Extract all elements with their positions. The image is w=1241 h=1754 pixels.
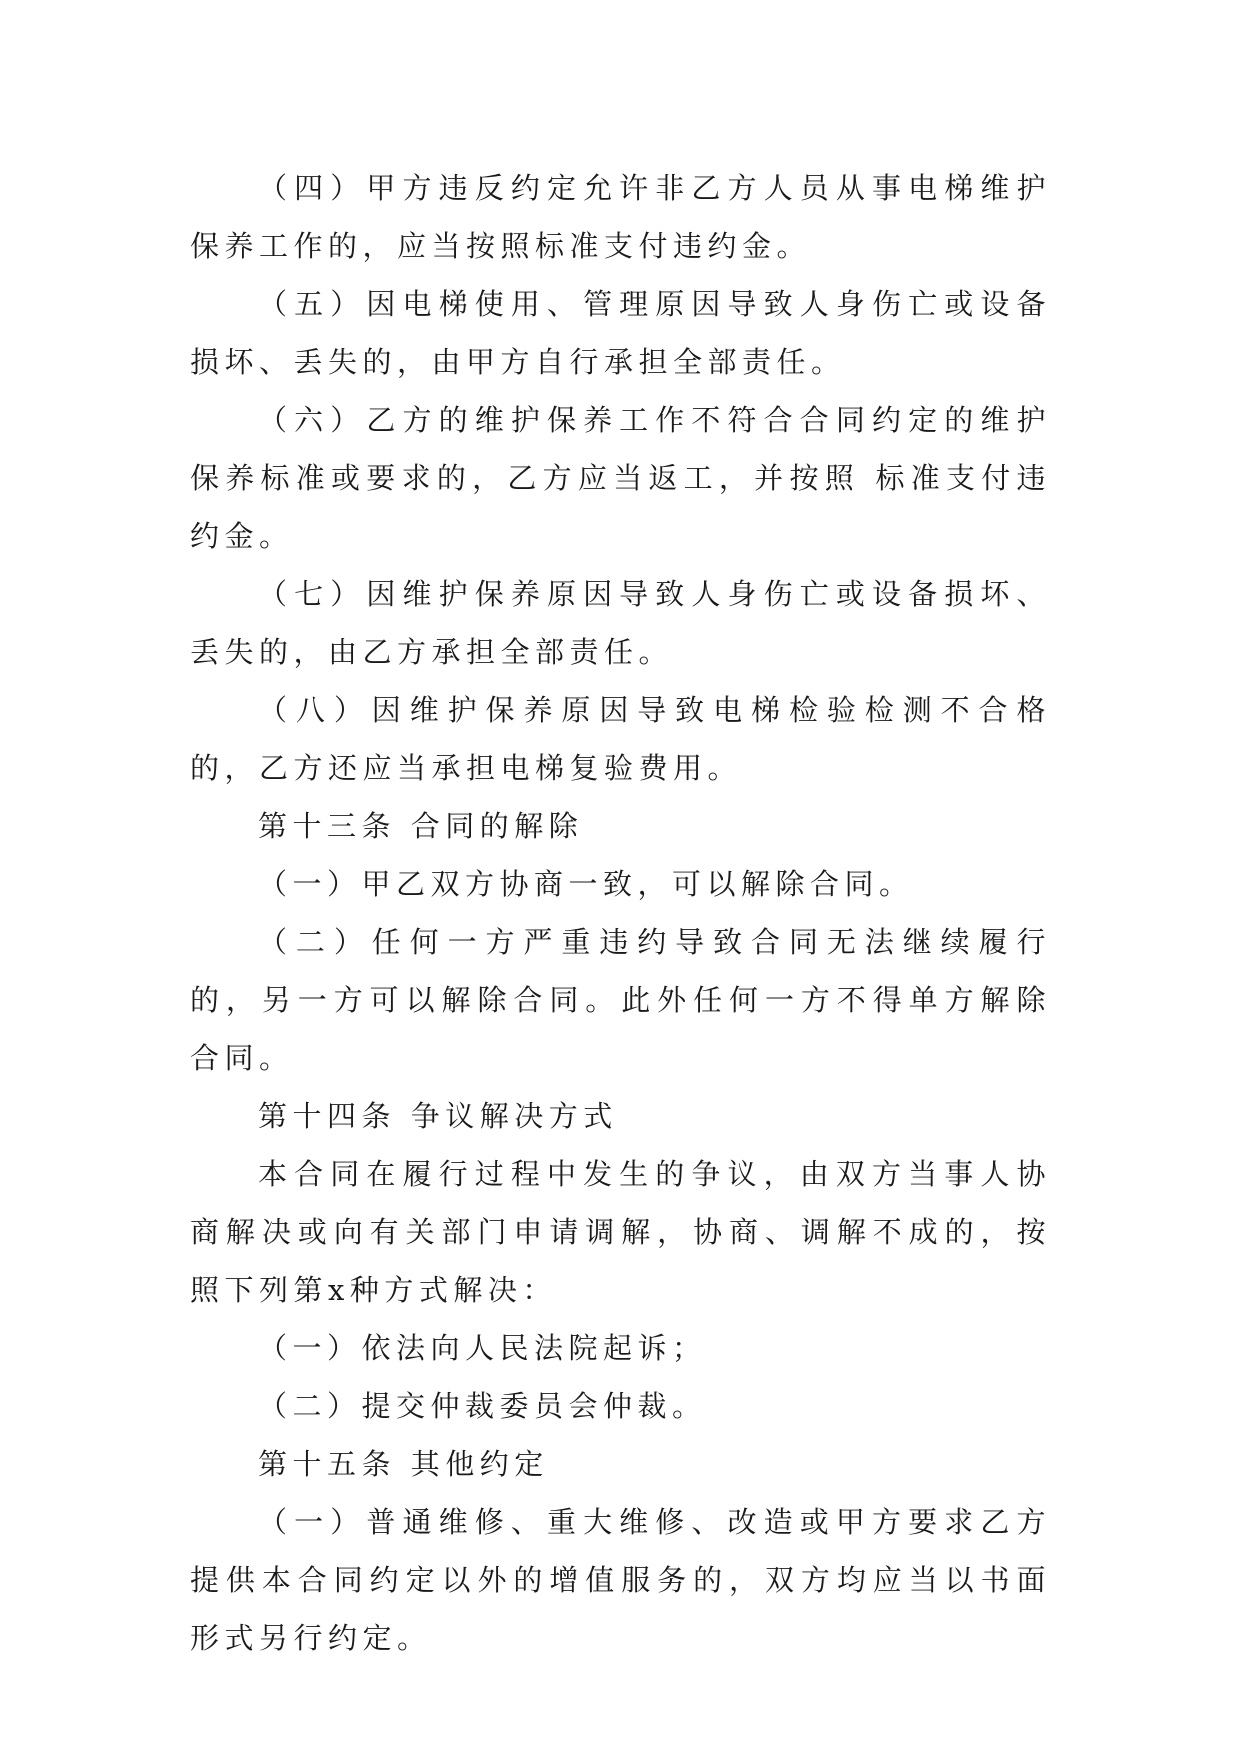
clause-8-paragraph: （八）因维护保养原因导致电梯检验检测不合格的，乙方还应当承担电梯复验费用。: [190, 693, 1051, 785]
article-13-heading: 第十三条 合同的解除: [258, 809, 584, 843]
article-13-item-1: （一）甲乙双方协商一致，可以解除合同。: [258, 867, 914, 901]
clause-7-paragraph: （七）因维护保养原因导致人身伤亡或设备损坏、丢失的，由乙方承担全部责任。: [190, 577, 1051, 669]
article-14-heading: 第十四条 争议解决方式: [258, 1099, 618, 1133]
clause-4-paragraph: （四）甲方违反约定允许非乙方人员从事电梯维护保养工作的，应当按照标准支付违约金。: [190, 171, 1051, 263]
article-14-item-2: （二）提交仲裁委员会仲裁。: [258, 1389, 707, 1423]
clause-5-paragraph: （五）因电梯使用、管理原因导致人身伤亡或设备损坏、丢失的，由甲方自行承担全部责任。: [190, 287, 1051, 379]
article-15-item-1: （一）普通维修、重大维修、改造或甲方要求乙方提供本合同约定以外的增值服务的，双方均应当以书面形式另行约定。: [190, 1505, 1051, 1655]
article-14-body: 本合同在履行过程中发生的争议，由双方当事人协商解决或向有关部门申请调解，协商、调解不成的，按照下列第x种方式解决：: [190, 1157, 1051, 1307]
article-13-item-2: （二）任何一方严重违约导致合同无法继续履行的，另一方可以解除合同。此外任何一方不得单方解除合同。: [190, 925, 1051, 1075]
document-body: [190, 159, 1051, 1667]
article-15-heading: 第十五条 其他约定: [258, 1447, 549, 1481]
article-14-item-1: （一）依法向人民法院起诉；: [258, 1331, 707, 1365]
clause-6-paragraph: （六）乙方的维护保养工作不符合合同约定的维护保养标准或要求的，乙方应当返工，并按照 标准支付违约金。: [190, 403, 1051, 553]
